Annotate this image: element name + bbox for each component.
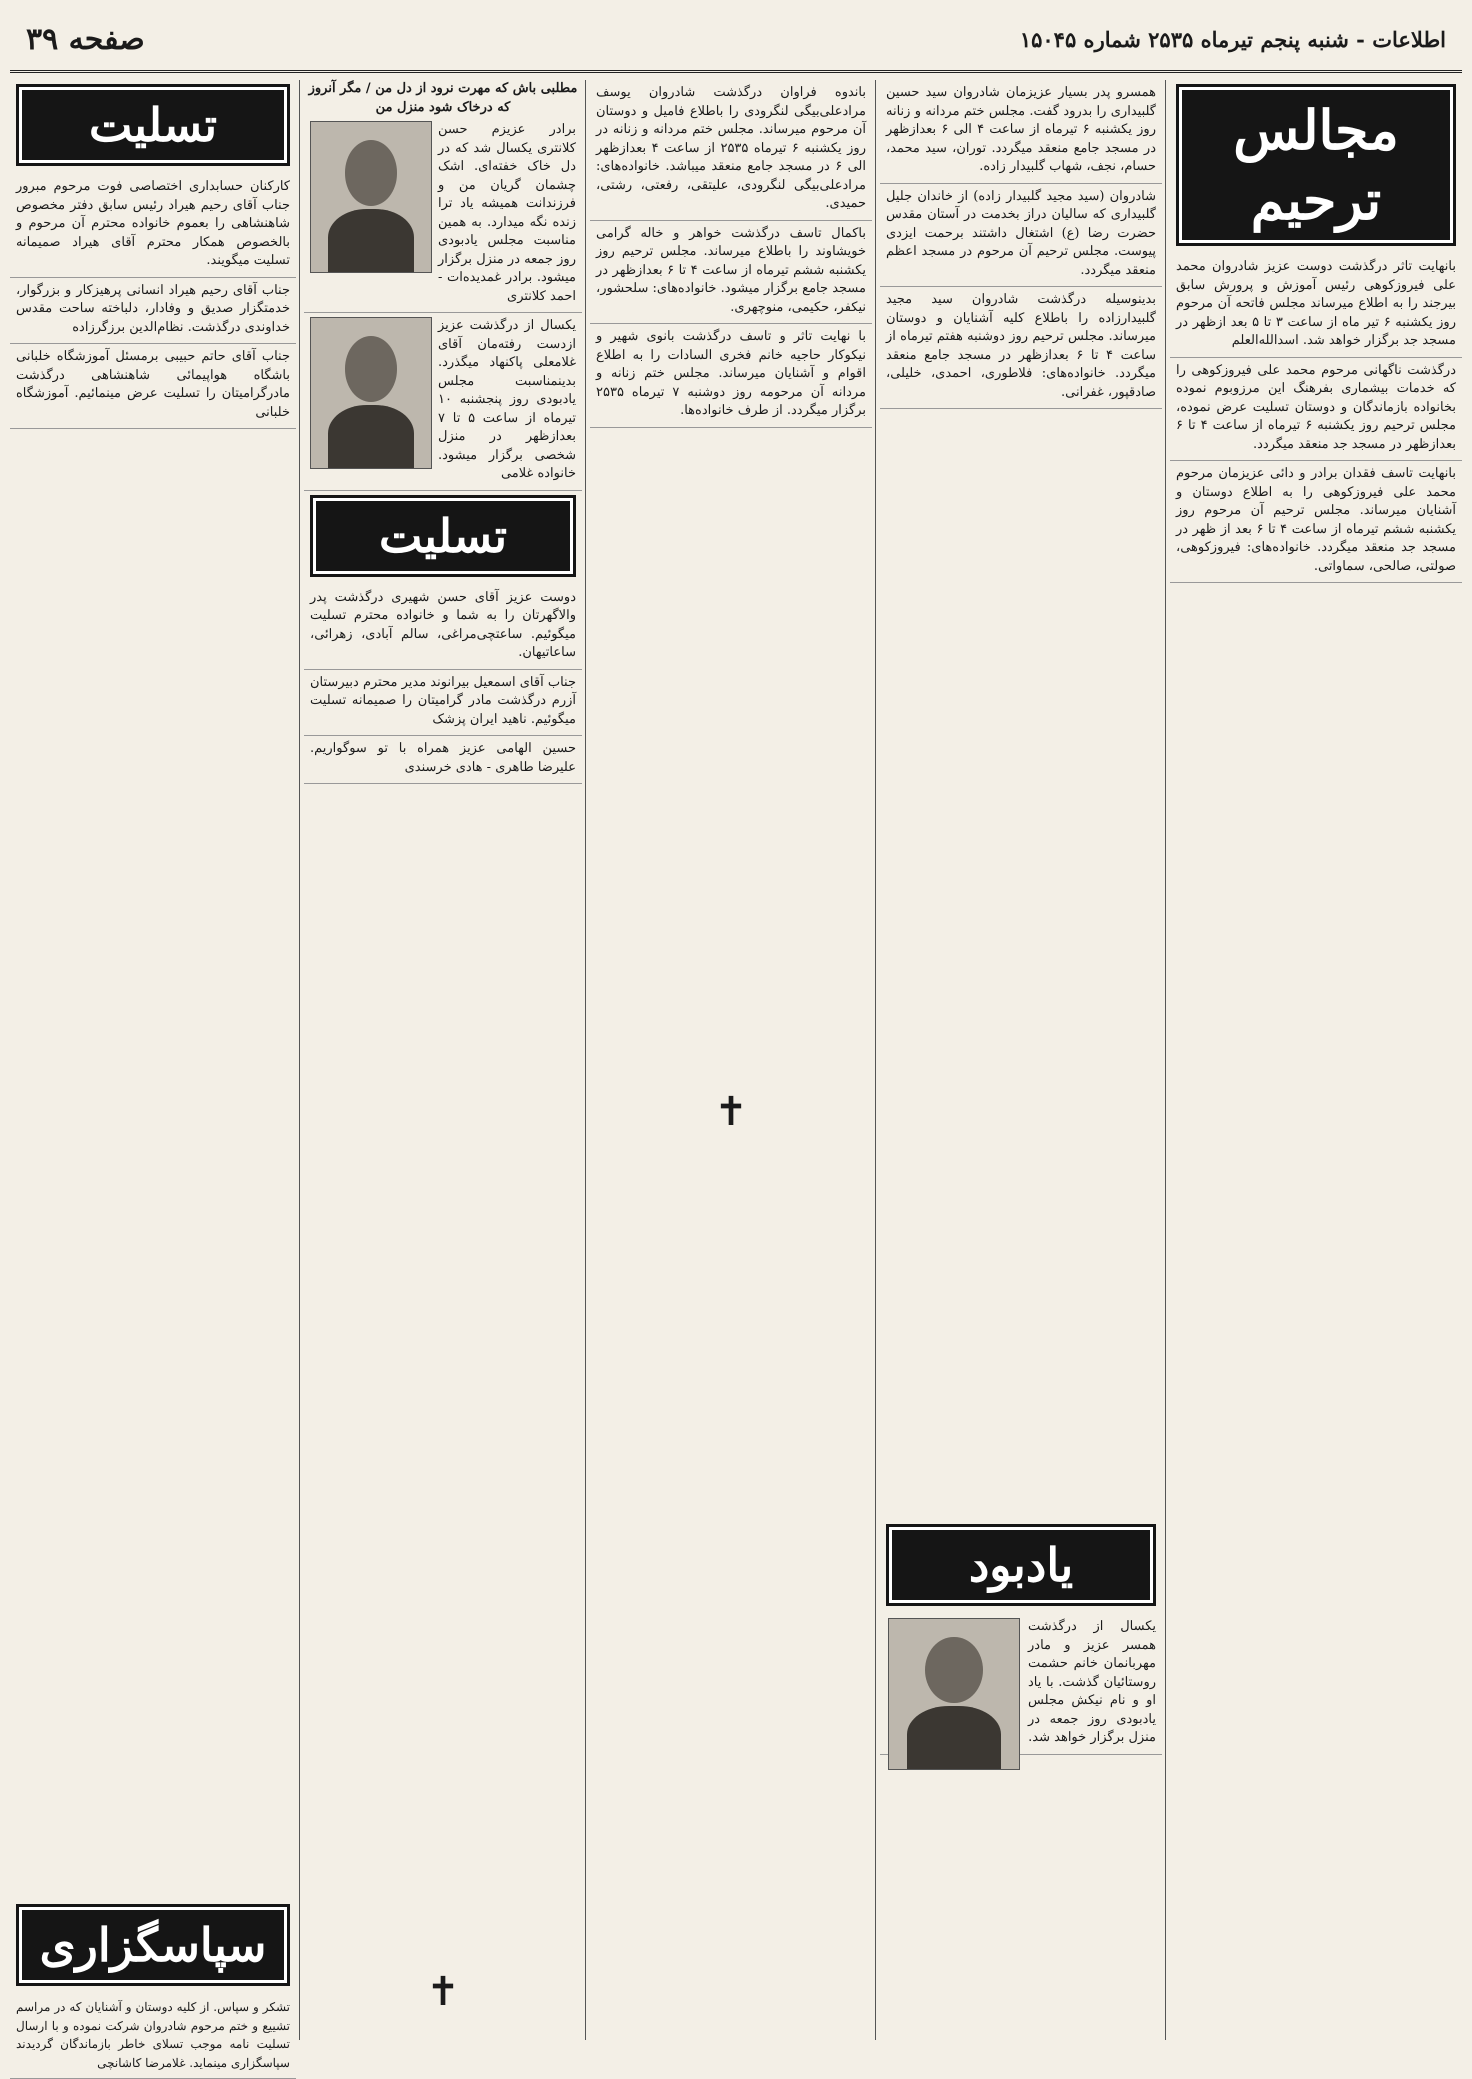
yadbood-block <box>880 1520 1162 1774</box>
notice: جناب آقای اسمعیل بیرانوند مدیر محترم دبیرستان آزرم درگذشت مادر گرامیتان را صمیمانه تسلیت میگوئیم. ناهید ایران پزشک <box>304 670 582 737</box>
portrait-photo <box>310 317 432 469</box>
notice: یکسال از درگذشت عزیز ازدست رفته‌مان آقای غلامعلی پاکنهاد میگذرد. بدینمناسبت مجلس یادبودی روز پنجشنبه ۱۰ تیرماه از ساعت ۵ تا ۷ بعدازظهر در منزل شخصی برگزار میشود. خانواده غلامی <box>304 313 582 491</box>
notice: با نهایت تاثر و تاسف درگذشت بانوی شهیر و نیکوکار حاجیه خانم فخری السادات را به اطلاع اقوام و آشنایان میرساند. مجلس ختم زنانه و مردانه آن مرحومه روز دوشنبه ۷ تیرماه ۲۵۳۵ برگزار میگردد. از طرف خانواده‌ها. <box>590 324 872 428</box>
notice: بدینوسیله درگذشت شادروان سید مجید گلبیدارزاده را باطلاع کلیه آشنایان و دوستان میرساند. مجلس ترحیم روز دوشنبه هفتم تیرماه از ساعت ۴ تا ۶ بعدازظهر در مسجد جامع منعقد میگردد. خانواده‌های: فلاطوری، احمدی، خلیلی، صادقپور، غفرانی. <box>880 287 1162 409</box>
notice: همسرو پدر بسیار عزیزمان شادروان سید حسین گلبیداری را بدرود گفت. مجلس ختم مردانه و زنانه روز یکشنبه ۶ تیرماه از ساعت ۴ الی ۶ بعدازظهر در مسجد جامع منعقد میگردد. توران، سید محمد، حسام، نجف، شهاب گلبیدار زاده. <box>880 80 1162 184</box>
column-rule <box>875 80 876 2040</box>
notice: تشکر و سپاس. از کلیه دوستان و آشنایان که در مراسم تشییع و ختم مرحوم شادروان شرکت نموده و با ارسال تسلیت نامه موجب تسلای خاطر بازماندگان گردیدند سپاسگزاری مینماید. غلامرضا کاشانچی <box>10 1994 296 2079</box>
notice: بانهایت تاسف فقدان برادر و دائی عزیزمان مرحوم محمد علی فیروزکوهی را به اطلاع دوستان و آشنایان میرساند. مجلس ترحیم آن مرحوم روز یکشنبه ششم تیرماه از ساعت ۴ تا ۶ بعد از ظهر در مسجد جد منعقد میگردد. خانواده‌های: فیروزکوهی، صولتی، صالحی، سماواتی. <box>1170 461 1462 583</box>
column-rule <box>1165 80 1166 2040</box>
notice: کارکنان حسابداری اختصاصی فوت مرحوم مبرور جناب آقای رحیم هیراد رئیس سابق دفتر مخصوص شاهنشاهی را بعموم خانواده محترم آن مرحوم و بالخصوص همکار محترم آقای هیراد صمیمانه تسلیت میگویند. <box>10 174 296 278</box>
column-rule <box>299 80 300 2040</box>
notice: جناب آقای حاتم حبیبی برمسئل آموزشگاه خلبانی باشگاه هواپیمائی شاهنشاهی درگذشت مادرگرامیتان را تسلیت عرض مینمائیم. آموزشگاه خلبانی <box>10 344 296 429</box>
sepas-block <box>10 1900 296 2079</box>
notice: یکسال از درگذشت همسر عزیز و مادر مهربانمان خانم حشمت روستائیان گذشت. با یاد او و نام نیکش مجلس یادبودی روز جمعه در منزل برگزار خواهد شد. <box>880 1614 1162 1755</box>
column-1 <box>1170 80 1462 2040</box>
page-header <box>10 8 1462 73</box>
newspaper-page <box>10 8 1462 2070</box>
column-4 <box>304 80 582 2040</box>
notice: جناب آقای رحیم هیراد انسانی پرهیزکار و بزرگوار، خدمتگزار صدیق و وفادار، دلباخته ساحت مقدس خداوندی درگذشت. نظام‌الدین برزگرزاده <box>10 278 296 345</box>
section-banner-taslit: تسلیت <box>16 84 290 166</box>
issue-info: اطلاعات - شنبه پنجم تیرماه ۲۵۳۵ شماره ۱۵۰۴۵ <box>1019 26 1446 52</box>
cross-icon: ✝ <box>714 1089 748 1135</box>
notice: دوست عزیز آقای حسن شهیری درگذشت پدر والاگهرتان را به شما و خانواده محترم تسلیت میگوئیم. ساعتچی‌مراغی، سالم آبادی، زهرائی، ساعاتیهان. <box>304 585 582 670</box>
section-banner-taslit: تسلیت <box>310 495 576 577</box>
column-5 <box>10 80 296 2070</box>
notice: درگذشت ناگهانی مرحوم محمد علی فیروزکوهی را که خدمات بیشماری بفرهنگ این مرزوبوم نموده بخانواده بازماندگان و دوستان تسلیت عرض نموده، مجلس ترحیم روز یکشنبه ۶ تیرماه از ساعت ۴ تا ۶ بعدازظهر در مسجد جد منعقد میگردد. <box>1170 358 1462 462</box>
portrait-photo <box>310 121 432 273</box>
portrait-photo <box>888 1618 1020 1770</box>
notice: باکمال تاسف درگذشت خواهر و خاله گرامی خویشاوند را باطلاع میرساند. مجلس ترحیم روز یکشنبه ششم تیرماه از ساعت ۴ تا ۶ بعدازظهر در مسجد جامع برگزار میشود. خانواده‌های: سلحشور، نیکفر، حکیمی، منوچهری. <box>590 221 872 325</box>
page-number: صفحه ۳۹ <box>26 21 145 57</box>
verse: مطلبی باش که مهرت نرود از دل من / مگر آنروز که درخاک شود منزل من <box>308 81 578 115</box>
column-3 <box>590 80 872 2040</box>
section-banner-yadbood: یادبود <box>886 1524 1156 1606</box>
notice: شادروان (سید مجید گلبیدار زاده) از خاندان جلیل گلبیداری که سالیان دراز بخدمت در آستان مقدس حضرت رضا (ع) اشتغال داشتند برحمت ایزدی پیوست. مجلس ترحیم آن مرحوم در مسجد اعظم منعقد میگردد. <box>880 184 1162 288</box>
notice: برادر عزیزم حسن کلانتری یکسال شد که در دل خاک خفته‌ای. اشک چشمان گریان من و فرزندانت همیشه یاد ترا زنده نگه میدارد. به همین مناسبت مجلس یادبودی روز جمعه در منزل برگزار میشود. برادر غمدیده‌ات - احمد کلانتری <box>304 117 582 313</box>
columns <box>10 80 1462 2070</box>
section-banner-sepasgozari: سپاسگزاری <box>16 1904 290 1986</box>
notice: بانهایت تاثر درگذشت دوست عزیز شادروان محمد علی فیروزکوهی رئیس آموزش و پرورش سابق بیرجند را به اطلاع میرساند مجلس فاتحه آن مرحوم روز یکشنبه ۶ تیر ماه از ساعت ۳ تا ۵ بعد ازظهر در مسجد جد برگزار خواهد شد. اسدالله‌العلم <box>1170 254 1462 358</box>
column-rule <box>585 80 586 2040</box>
notice: باندوه فراوان درگذشت شادروان یوسف مرادعلی‌بیگی لنگرودی را باطلاع فامیل و دوستان آن مرحوم میرساند. مجلس ختم مردانه و زنانه در روز یکشنبه ۶ تیرماه ۲۵۳۵ از ساعت ۴ بعدازظهر الی ۶ در مسجد جامع منعقد میباشد. خانواده‌های: مرادعلی‌بیگی لنگرودی، علیتقی، رفعتی، رشتی، حمیدی. <box>590 80 872 221</box>
cross-icon: ✝ <box>426 1969 460 2015</box>
section-banner-majales: مجالس ترحیم <box>1176 84 1456 246</box>
column-2 <box>880 80 1162 2040</box>
notice: حسین الهامی عزیز همراه با تو سوگواریم. علیرضا طاهری - هادی خرسندی <box>304 736 582 784</box>
